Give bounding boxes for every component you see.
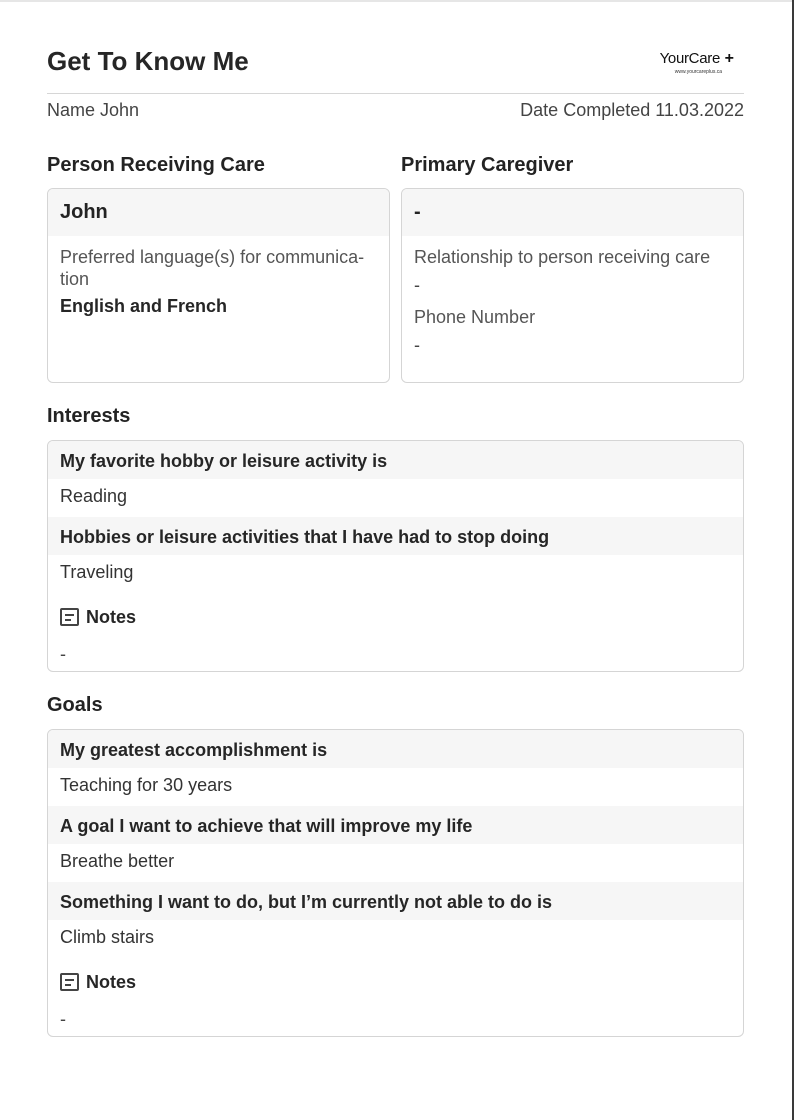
notes-label: Notes [86,972,137,992]
goal-question: A goal I want to achieve that will improve my life [48,806,743,844]
interests-card [47,440,744,672]
person-name: John [48,189,389,236]
notes-label: Notes [86,607,137,627]
date-completed: Date Completed 11.03.2022 [520,100,744,120]
notes-icon [60,608,79,626]
caregiver-card [401,188,744,383]
interests-notes-value: - [60,644,66,664]
logo-url: www.yourcareplus.ca [674,69,722,75]
meta-row [47,100,744,122]
logo-plus-icon: + [724,50,734,67]
goals-notes-value: - [60,1009,66,1029]
goals-card [47,729,744,1037]
person-section-title: Person Receiving Care [47,154,265,176]
interest-answer: Traveling [60,562,134,582]
goal-answer: Breathe better [60,851,175,871]
language-value: English and French [60,296,228,316]
relationship-value: - [414,275,420,295]
language-label-line1: Preferred language(s) for communica- [60,247,365,267]
caregiver-section-title: Primary Caregiver [401,154,574,176]
page-title: Get To Know Me [47,46,249,76]
goal-question: Something I want to do, but I’m currently not able to do is [48,882,743,920]
goals-notes-header [48,958,743,1004]
phone-label: Phone Number [414,307,536,327]
person-card [47,188,390,383]
caregiver-name: - [402,189,743,236]
interests-notes-header [48,593,743,639]
yourcare-logo [646,50,734,76]
interests-section-title: Interests [47,405,131,427]
goal-answer: Climb stairs [60,927,155,947]
document-header [47,44,744,94]
language-label-line2: tion [60,269,90,289]
name-label: Name John [47,100,140,120]
person-card-body [48,236,389,317]
goal-question: My greatest accomplishment is [48,730,743,768]
logo-text: YourCare [659,50,720,67]
caregiver-card-body [402,236,743,356]
goal-answer: Teaching for 30 years [60,775,233,795]
goals-section-title: Goals [47,694,103,716]
phone-value: - [414,335,420,355]
relationship-label: Relationship to person receiving care [414,247,711,267]
interest-question: Hobbies or leisure activities that I have had to stop doing [48,517,743,555]
interest-answer: Reading [60,486,128,506]
notes-icon [60,973,79,991]
page-edge-top [0,0,794,2]
interest-question: My favorite hobby or leisure activity is [48,441,743,479]
